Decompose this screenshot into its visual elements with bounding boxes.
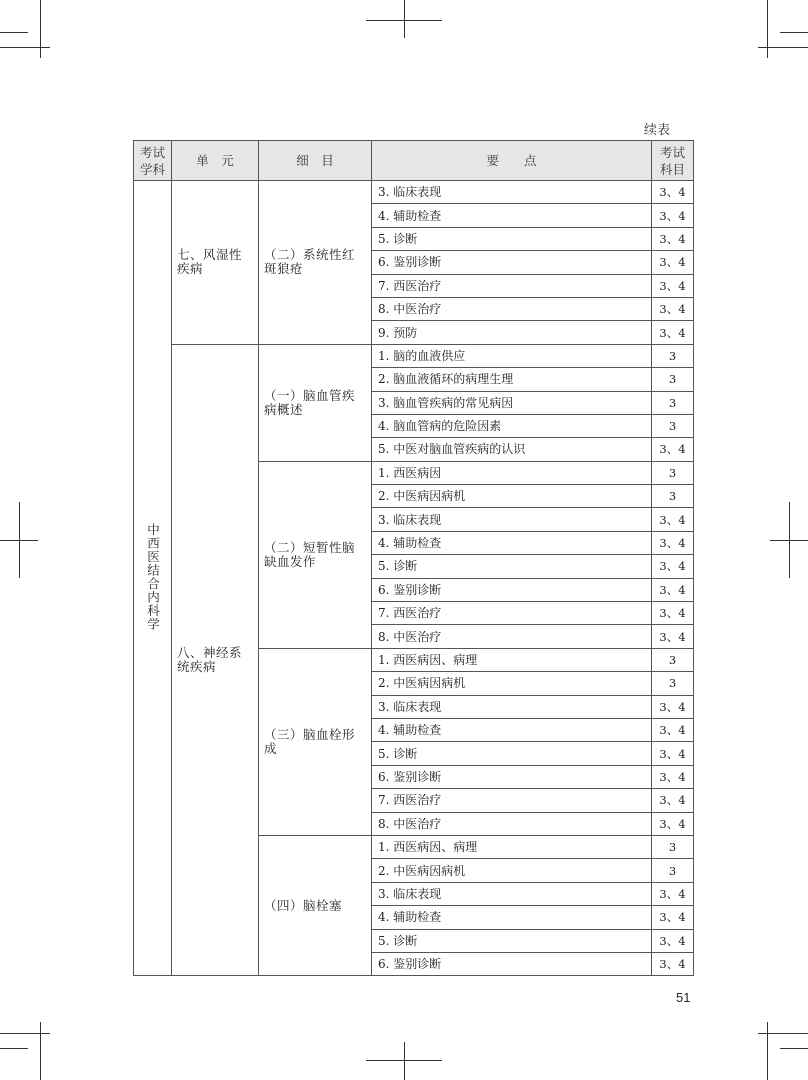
- exam-cell: 3: [652, 648, 694, 671]
- point-cell: 1. 西医病因: [372, 461, 652, 484]
- point-cell: 2. 中医病因病机: [372, 859, 652, 882]
- point-cell: 4. 辅助检查: [372, 906, 652, 929]
- point-cell: 6. 鉴别诊断: [372, 952, 652, 975]
- point-cell: 5. 诊断: [372, 227, 652, 250]
- header-detail: 细 目: [259, 141, 372, 181]
- point-cell: 4. 辅助检查: [372, 204, 652, 227]
- point-cell: 3. 临床表现: [372, 181, 652, 204]
- exam-cell: 3、4: [652, 718, 694, 741]
- point-cell: 3. 脑血管疾病的常见病因: [372, 391, 652, 414]
- header-exam: 考试 科目: [652, 141, 694, 181]
- point-cell: 1. 西医病因、病理: [372, 648, 652, 671]
- point-cell: 2. 脑血液循环的病理生理: [372, 368, 652, 391]
- point-cell: 4. 辅助检查: [372, 531, 652, 554]
- exam-cell: 3: [652, 859, 694, 882]
- point-cell: 8. 中医治疗: [372, 625, 652, 648]
- exam-cell: 3、4: [652, 251, 694, 274]
- point-cell: 8. 中医治疗: [372, 812, 652, 835]
- point-cell: 1. 西医病因、病理: [372, 835, 652, 858]
- point-cell: 3. 临床表现: [372, 695, 652, 718]
- point-cell: 8. 中医治疗: [372, 297, 652, 320]
- exam-cell: 3: [652, 391, 694, 414]
- point-cell: 5. 诊断: [372, 742, 652, 765]
- exam-cell: 3、4: [652, 695, 694, 718]
- exam-cell: 3: [652, 461, 694, 484]
- exam-cell: 3、4: [652, 227, 694, 250]
- exam-cell: 3、4: [652, 602, 694, 625]
- exam-cell: 3: [652, 672, 694, 695]
- detail-cell: （二）短暂性脑缺血发作: [259, 461, 372, 648]
- exam-cell: 3、4: [652, 625, 694, 648]
- exam-cell: 3: [652, 344, 694, 367]
- point-cell: 5. 诊断: [372, 929, 652, 952]
- exam-cell: 3、4: [652, 321, 694, 344]
- exam-cell: 3、4: [652, 181, 694, 204]
- unit-cell: 八、神经系统疾病: [172, 344, 259, 976]
- exam-cell: 3: [652, 835, 694, 858]
- table-row: [134, 181, 694, 204]
- point-cell: 3. 临床表现: [372, 508, 652, 531]
- point-cell: 3. 临床表现: [372, 882, 652, 905]
- exam-cell: 3、4: [652, 765, 694, 788]
- exam-cell: 3、4: [652, 812, 694, 835]
- unit-cell: 七、风湿性疾病: [172, 181, 259, 345]
- subject-cell: [134, 181, 172, 976]
- point-cell: 7. 西医治疗: [372, 602, 652, 625]
- exam-cell: 3、4: [652, 508, 694, 531]
- exam-cell: 3、4: [652, 297, 694, 320]
- exam-cell: 3、4: [652, 906, 694, 929]
- point-cell: 5. 诊断: [372, 555, 652, 578]
- point-cell: 5. 中医对脑血管疾病的认识: [372, 438, 652, 461]
- syllabus-table: [133, 140, 694, 976]
- point-cell: 4. 辅助检查: [372, 718, 652, 741]
- header-unit: 单 元: [172, 141, 259, 181]
- exam-cell: 3、4: [652, 882, 694, 905]
- exam-cell: 3、4: [652, 204, 694, 227]
- detail-cell: （三）脑血栓形成: [259, 648, 372, 835]
- exam-cell: 3、4: [652, 789, 694, 812]
- page-number: 51: [676, 990, 691, 1005]
- point-cell: 6. 鉴别诊断: [372, 251, 652, 274]
- point-cell: 2. 中医病因病机: [372, 485, 652, 508]
- point-cell: 7. 西医治疗: [372, 789, 652, 812]
- exam-cell: 3、4: [652, 438, 694, 461]
- header-points: 要 点: [372, 141, 652, 181]
- continued-label: 续表: [644, 123, 671, 138]
- detail-cell: （一）脑血管疾病概述: [259, 344, 372, 461]
- point-cell: 2. 中医病因病机: [372, 672, 652, 695]
- exam-cell: 3: [652, 485, 694, 508]
- exam-cell: 3、4: [652, 531, 694, 554]
- point-cell: 6. 鉴别诊断: [372, 765, 652, 788]
- subject-label: 中西医结合内科学: [145, 522, 161, 631]
- exam-cell: 3、4: [652, 952, 694, 975]
- point-cell: 4. 脑血管病的危险因素: [372, 414, 652, 437]
- exam-cell: 3、4: [652, 742, 694, 765]
- point-cell: 6. 鉴别诊断: [372, 578, 652, 601]
- header-subject: 考试 学科: [134, 141, 172, 181]
- exam-cell: 3、4: [652, 274, 694, 297]
- point-cell: 7. 西医治疗: [372, 274, 652, 297]
- point-cell: 9. 预防: [372, 321, 652, 344]
- exam-cell: 3、4: [652, 929, 694, 952]
- detail-cell: （二）系统性红斑狼疮: [259, 181, 372, 345]
- exam-cell: 3: [652, 368, 694, 391]
- exam-cell: 3、4: [652, 578, 694, 601]
- exam-cell: 3、4: [652, 555, 694, 578]
- detail-cell: （四）脑栓塞: [259, 835, 372, 975]
- table-row: [134, 344, 694, 367]
- point-cell: 1. 脑的血液供应: [372, 344, 652, 367]
- table-header-row: [134, 141, 694, 181]
- exam-cell: 3: [652, 414, 694, 437]
